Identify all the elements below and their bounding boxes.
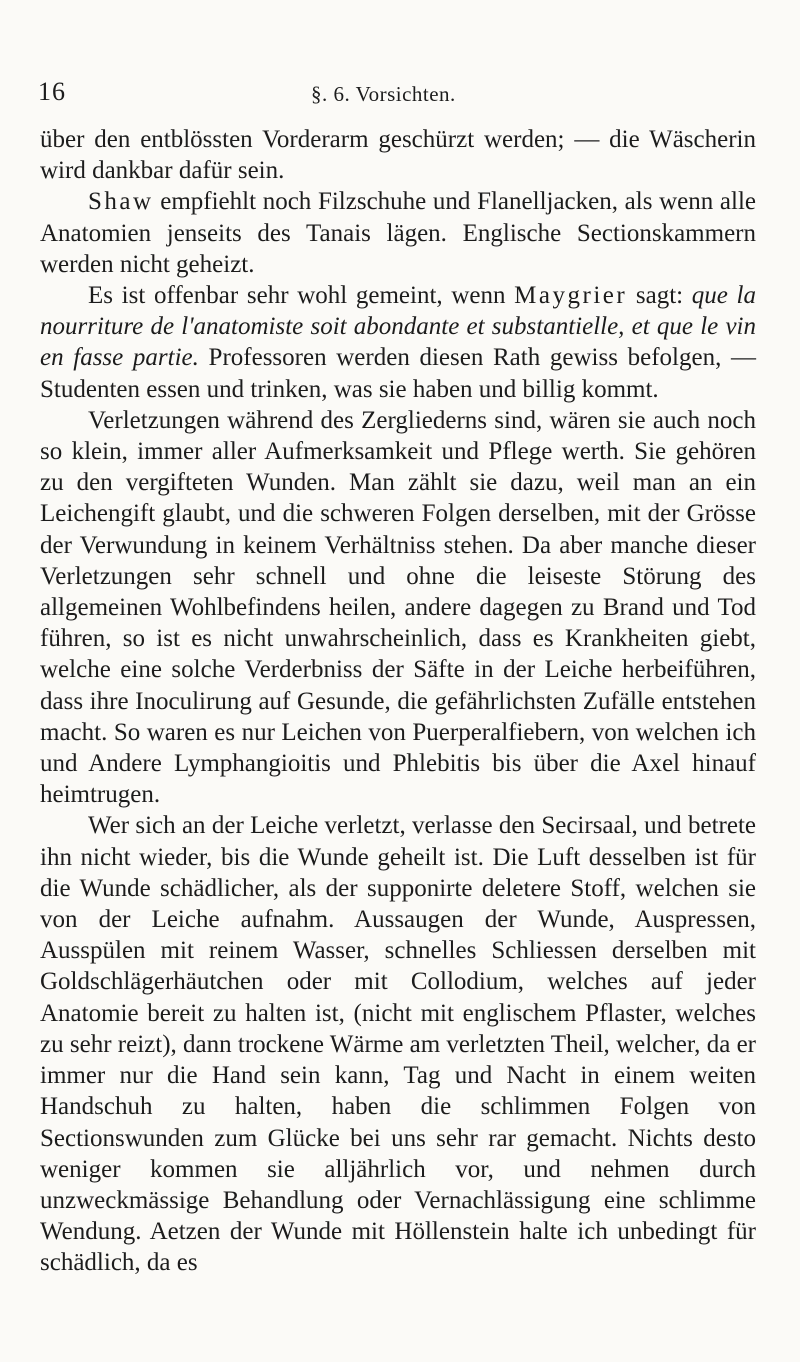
paragraph-3-text-end: Professoren werden diesen Rath gewiss befolgen, — Studenten essen und trinken, was sie haben und billig kommt. [40,344,756,403]
paragraph-4-text: Verletzungen während des Zergliederns sind, wären sie auch noch so klein, immer aller Aufmerksamkeit und Pflege werth. Sie gehören zu den vergifteten Wunden. Man zählt sie dazu, weil man an ein Leichengift glaubt, und die schweren Folgen derselben, mit der Grösse der Verwundung in keinem Verhältniss stehen. Da aber manche dieser Verletzungen sehr schnell und ohne die leiseste Störung des allgemeinen Wohlbefindens heilen, andere dagegen zu Brand und Tod führen, so ist es nicht unwahrscheinlich, dass es Krankheiten giebt, welche eine solche Verderbniss der Säfte in der Leiche herbeiführen, dass ihre Inoculirung auf Gesunde, die gefährlichsten Zufälle entstehen macht. So waren es nur Leichen von Puerperalfiebern, von welchen ich und Andere Lymphangioitis und Phlebitis bis über die Axel hinauf heimtrugen. [40,406,756,809]
paragraph-4 [40,405,756,811]
paragraph-1 [40,124,756,186]
paragraph-3-text-before: Es ist offenbar sehr wohl gemeint, wenn [88,282,515,310]
paragraph-3 [40,280,756,405]
paragraph-2-text: empfiehlt noch Filzschuhe und Flanelljacken, als wenn alle Anatomien jenseits des Tanais lägen. Englische Sectionskammern werden nicht geheizt. [40,188,756,278]
paragraph-5-text: Wer sich an der Leiche verletzt, verlasse den Secirsaal, und betrete ihn nicht wieder, bis die Wunde geheilt ist. Die Luft desselben ist für die Wunde schädlicher, als der supponirte deletere Stoff, welchen sie von der Leiche aufnahm. Aussaugen der Wunde, Auspressen, Ausspülen mit reinem Wasser, schnelles Schliessen derselben mit Goldschlägerhäutchen oder mit Collodium, welches auf jeder Anatomie bereit zu halten ist, (nicht mit englischem Pflaster, welches zu sehr reizt), dann trockene Wärme am verletzten Theil, welcher, da er immer nur die Hand sein kann, Tag und Nacht in einem weiten Handschuh zu halten, haben die schlimmen Folgen von Sectionswunden zum Glücke bei uns sehr rar gemacht. Nichts desto weniger kommen sie alljährlich vor, und nehmen durch unzweckmässige Behandlung oder Vernachlässigung eine schlimme Wendung. Aetzen der Wunde mit Höllenstein halte ich unbedingt für schädlich, da es [40,812,756,1277]
page-header [38,74,756,110]
paragraph-1-text: über den entblössten Vorderarm geschürzt werden; — die Wäscherin wird dankbar dafür sein. [40,126,756,185]
author-name-shaw: Shaw [88,188,154,216]
paragraph-5 [40,810,756,1278]
paragraph-3-text-after: sagt: [627,282,692,310]
author-name-maygrier: Maygrier [514,282,628,310]
running-head: §. 6. Vorsichten. [311,82,456,106]
french-quote: que la nourriture de l'anatomiste soit abondante et substantielle, et que le vin en fasse partie. [40,282,757,372]
body-text [40,124,756,1279]
paragraph-2 [40,186,756,280]
page-number: 16 [38,77,66,106]
